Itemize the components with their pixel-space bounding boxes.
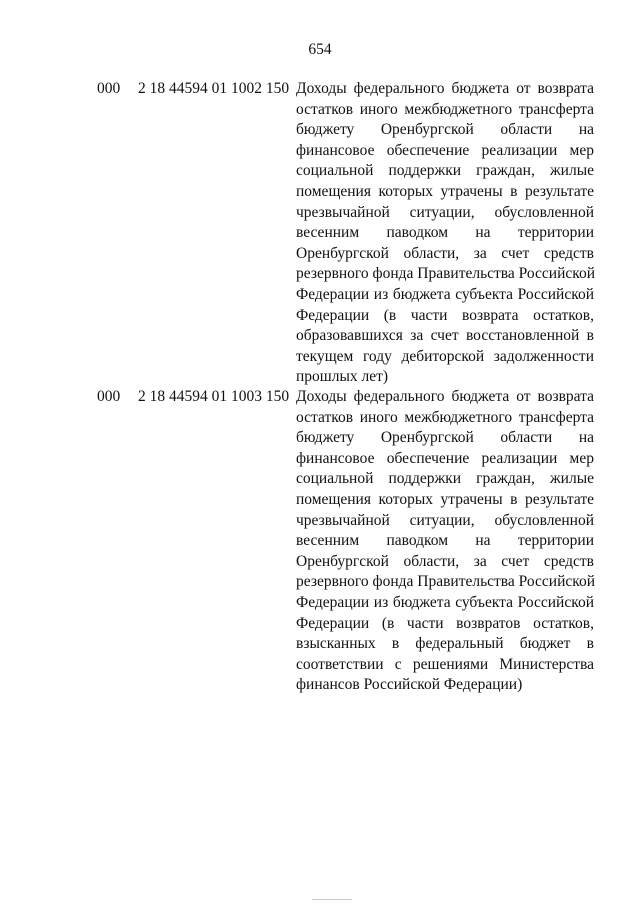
description-line: финансовое обеспечение реализации мер xyxy=(296,449,594,467)
description-line: Федерации (в части возвратов остатков, xyxy=(296,614,594,632)
classification-code: 2 18 44594 01 1003 150 xyxy=(138,388,290,405)
description-line: социальной поддержки граждан, жилые xyxy=(296,162,594,180)
description-line: остатков иного межбюджетного трансферта xyxy=(296,408,594,426)
description-line: Федерации из бюджета субъекта Российской xyxy=(296,593,594,611)
administrator-code: 000 xyxy=(97,80,121,97)
description-line: весенним паводком на территории xyxy=(296,532,594,550)
entry-description xyxy=(296,387,594,696)
description-line: резервного фонда Правительства Российской xyxy=(296,573,596,591)
description-line: бюджету Оренбургской области на xyxy=(296,429,594,447)
administrator-code: 000 xyxy=(97,388,121,405)
description-line: прошлых лет) xyxy=(296,368,389,386)
description-line: чрезвычайной ситуации, обусловленной xyxy=(296,203,594,221)
description-line: социальной поддержки граждан, жилые xyxy=(296,470,594,488)
description-line: финансовое обеспечение реализации мер xyxy=(296,141,594,159)
page-number: 654 xyxy=(308,41,332,58)
description-line: Оренбургской области, за счет средств xyxy=(296,552,594,570)
description-line: чрезвычайной ситуации, обусловленной xyxy=(296,511,594,529)
description-line: бюджету Оренбургской области на xyxy=(296,121,594,139)
description-line: Федерации (в части возврата остатков, xyxy=(296,306,594,324)
description-line: взысканных в федеральный бюджет в xyxy=(296,635,594,653)
budget-entry xyxy=(0,79,640,409)
description-line: образовавшихся за счет восстановленной в xyxy=(296,327,594,345)
description-line: финансов Российской Федерации) xyxy=(296,676,523,694)
description-line: помещения которых утрачены в результате xyxy=(296,182,594,200)
description-line: Доходы федерального бюджета от возврата xyxy=(296,388,594,405)
description-line: весенним паводком на территории xyxy=(296,224,594,242)
description-line: текущем году дебиторской задолженности xyxy=(296,347,594,365)
budget-entry xyxy=(0,387,640,717)
description-line: Доходы федерального бюджета от возврата xyxy=(296,80,594,97)
page-edge-mark xyxy=(312,899,352,902)
description-line: остатков иного межбюджетного трансферта xyxy=(296,100,594,118)
description-line: резервного фонда Правительства Российской xyxy=(296,265,596,283)
classification-code: 2 18 44594 01 1002 150 xyxy=(138,80,290,97)
description-line: помещения которых утрачены в результате xyxy=(296,490,594,508)
description-line: соответствии с решениями Министерства xyxy=(296,655,594,673)
description-line: Оренбургской области, за счет средств xyxy=(296,244,594,262)
entry-description xyxy=(296,79,594,388)
description-line: Федерации из бюджета субъекта Российской xyxy=(296,285,594,303)
